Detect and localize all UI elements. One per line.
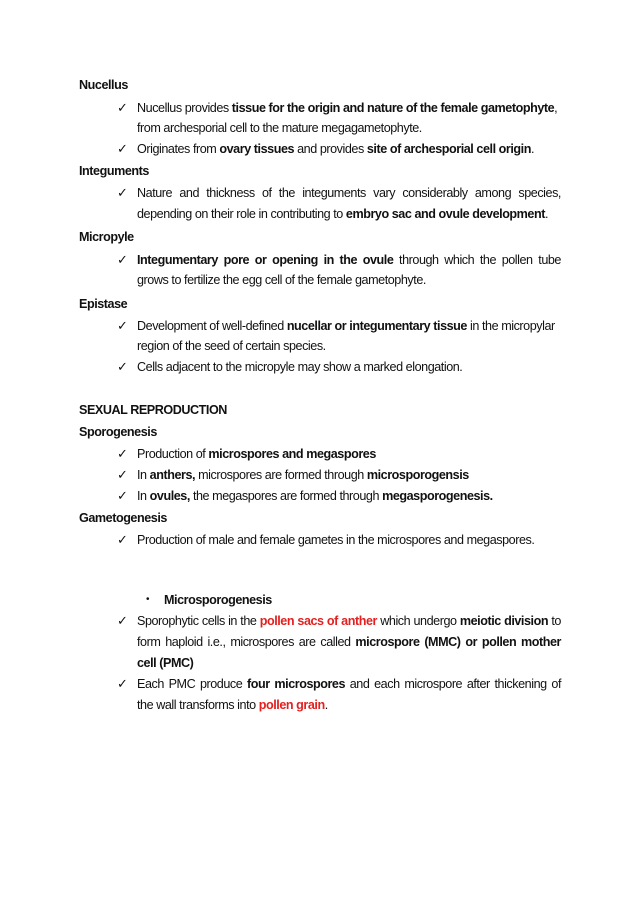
heading-gametogenesis: Gametogenesis: [79, 511, 167, 525]
epistase-bullet-2: Cells adjacent to the micropyle may show a marked elongation.: [137, 360, 463, 374]
sporogenesis-bullet-3: In ovules, the megaspores are formed through megasporogenesis.: [137, 489, 493, 503]
checkmark-icon: ✓: [117, 676, 128, 691]
nucellus-bullet-1-line-2: from archesporial cell to the mature megagametophyte.: [137, 121, 422, 135]
gametogenesis-bullet-1: Production of male and female gametes in the microspores and megaspores.: [137, 533, 535, 547]
nucellus-bullet-2: Originates from ovary tissues and provides site of archesporial cell origin.: [137, 142, 535, 156]
heading-microsporogenesis: Microsporogenesis: [164, 593, 272, 607]
micro-bullet-1: Sporophytic cells in the pollen sacs of anther which undergo meiotic division to: [137, 614, 561, 628]
epistase-bullet-1-line-2: region of the seed of certain species.: [137, 339, 326, 353]
nucellus-bullet-1: Nucellus provides tissue for the origin and nature of the female gametophyte,: [137, 101, 558, 115]
heading-sporogenesis: Sporogenesis: [79, 425, 157, 439]
micro-bullet-2: Each PMC produce four microspores and each microspore after thickening of: [137, 677, 561, 691]
heading-sexual-reproduction: SEXUAL REPRODUCTION: [79, 403, 227, 417]
checkmark-icon: ✓: [117, 318, 128, 333]
micro-bullet-2-line-2: the wall transforms into pollen grain.: [137, 698, 328, 712]
bullet-dot-icon: •: [146, 594, 150, 605]
sporogenesis-bullet-2: In anthers, microspores are formed through microsporogensis: [137, 468, 469, 482]
integuments-bullet-1-line-2: depending on their role in contributing to embryo sac and ovule development.: [137, 207, 549, 221]
heading-integuments: Integuments: [79, 164, 149, 178]
heading-micropyle: Micropyle: [79, 230, 134, 244]
epistase-bullet-1: Development of well-defined nucellar or integumentary tissue in the micropylar: [137, 319, 555, 333]
checkmark-icon: ✓: [117, 141, 128, 156]
checkmark-icon: ✓: [117, 613, 128, 628]
micropyle-bullet-1: Integumentary pore or opening in the ovule through which the pollen tube: [137, 253, 561, 267]
micro-bullet-1-line-2: form haploid i.e., microspores are called microspore (MMC) or pollen mother: [137, 635, 561, 649]
checkmark-icon: ✓: [117, 532, 128, 547]
micropyle-bullet-1-line-2: grows to fertilize the egg cell of the female gametophyte.: [137, 273, 426, 287]
checkmark-icon: ✓: [117, 252, 128, 267]
checkmark-icon: ✓: [117, 185, 128, 200]
integuments-bullet-1: Nature and thickness of the integuments vary considerably among species,: [137, 186, 561, 200]
checkmark-icon: ✓: [117, 359, 128, 374]
checkmark-icon: ✓: [117, 467, 128, 482]
heading-epistase: Epistase: [79, 297, 128, 311]
checkmark-icon: ✓: [117, 446, 128, 461]
checkmark-icon: ✓: [117, 488, 128, 503]
micro-bullet-1-line-3: cell (PMC): [137, 656, 194, 670]
heading-nucellus: Nucellus: [79, 78, 128, 92]
sporogenesis-bullet-1: Production of microspores and megaspores: [137, 447, 376, 461]
checkmark-icon: ✓: [117, 100, 128, 115]
